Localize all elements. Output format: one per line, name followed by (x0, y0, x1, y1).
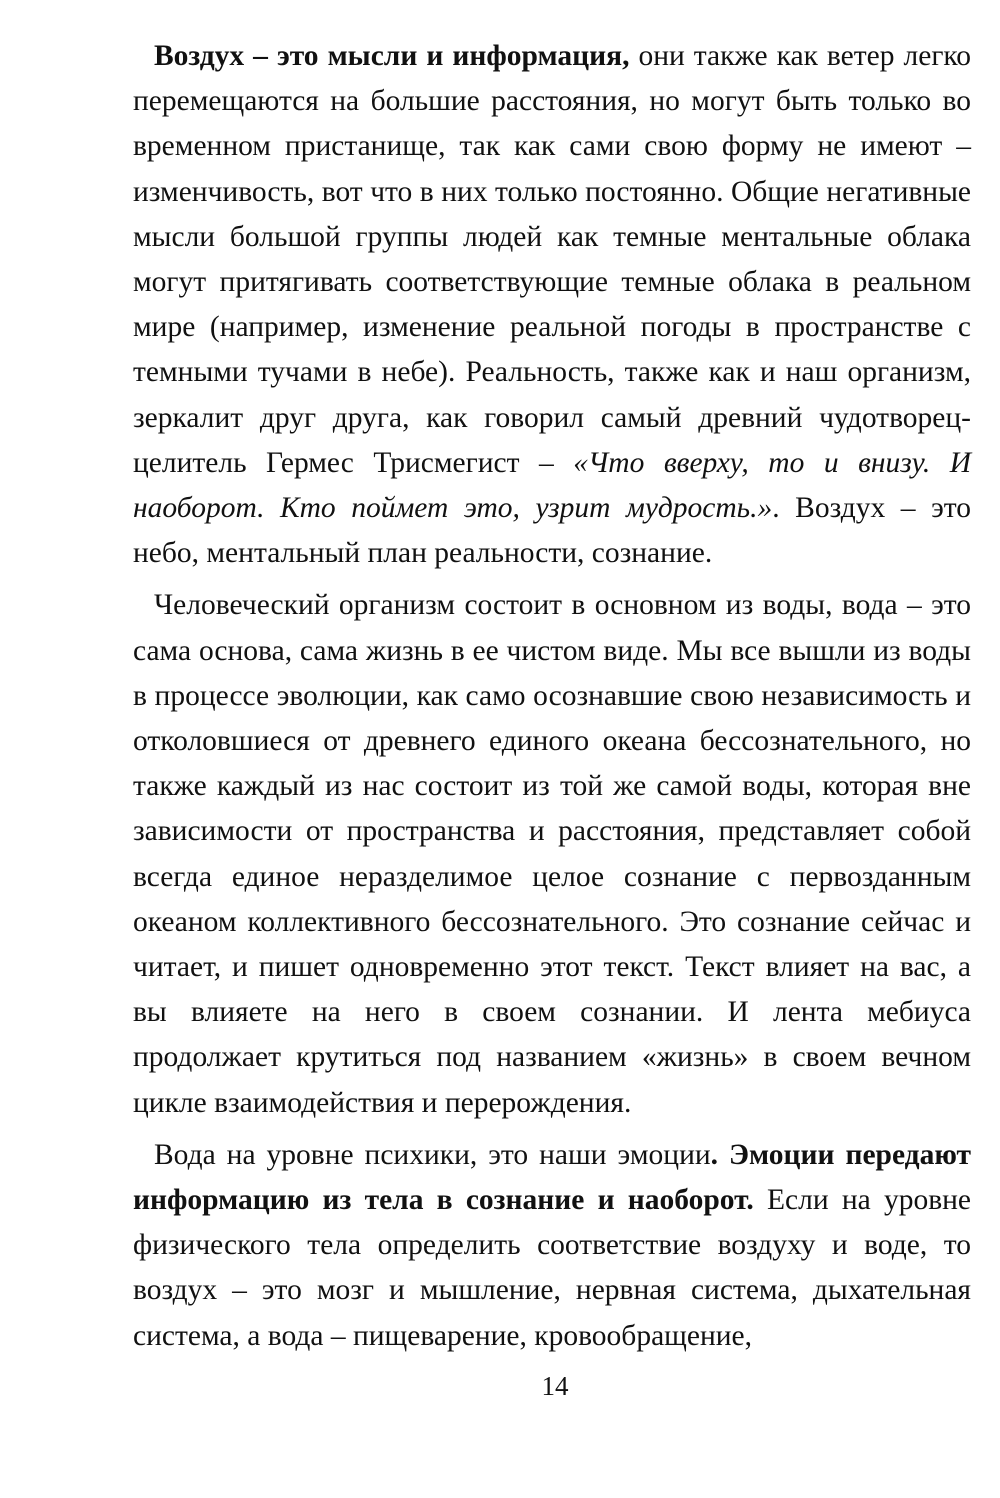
paragraph-water-organism (133, 583, 971, 1125)
paragraph-emotions (133, 1133, 971, 1359)
emotions-intro: Вода на уровне психики, это наши эмоции (154, 1138, 711, 1171)
emotions-body-text: Если на уровне физического тела определить соответствие воздуху и воде, то воздух – это мозг и мышление, нервная система, дыхательная система, а вода – пищеварение, кровообращение, (133, 1184, 971, 1352)
page-number: 14 (541, 1371, 569, 1401)
air-conclusion: . Воздух – это небо, ментальный план реальности, сознание. (133, 492, 971, 570)
water-organism-text: Человеческий организм состоит в основном из воды, вода – это сама основа, сама жизнь в ее чистом виде. Мы все вышли из воды в процессе эволюции, как само осознавшие свою независимость и отколовшиеся от древнего единого океана бессознательного, но также каждый из нас состоит из той же самой воды, которая вне зависимости от пространства и расстояния, представляет собой всегда единое неразделимое целое сознание с первозданным океаном коллективного бессознательного. Это сознание сейчас и читает, и пишет одновременно этот текст. Текст влияет на вас, а вы влияете на него в своем сознании. И лента мебиуса продолжает крутиться под названием «жизнь» в своем вечном цикле взаимодействия и перерождения. (133, 589, 971, 1119)
body-text (133, 34, 971, 1366)
emotions-definition-bold: . Эмоции передают информацию из тела в сознание и наоборот. (133, 1138, 971, 1217)
air-description: они также как ветер легко перемещаются на большие расстояния, но могут быть только во временном пристанище, так как сами свою форму не имеют – изменчивость, вот что в них только постоянно. Общие негативные мысли большой группы людей как темные ментальные облака могут притягивать соответствующие темные облака в реальном мире (например, изменение реальной погоды в пространстве с темными тучами в небе). Реальность, также как и наш организм, зеркалит друг друга, как говорил самый древний чудотворец-целитель Гермес Трисмегист – (133, 40, 972, 479)
paragraph-air (133, 34, 971, 576)
air-definition-bold: Воздух – это мысли и информация, (154, 40, 630, 72)
hermes-quote: «Что вверху, то и внизу. И наоборот. Кто поймет это, узрит мудрость.» (133, 446, 971, 525)
